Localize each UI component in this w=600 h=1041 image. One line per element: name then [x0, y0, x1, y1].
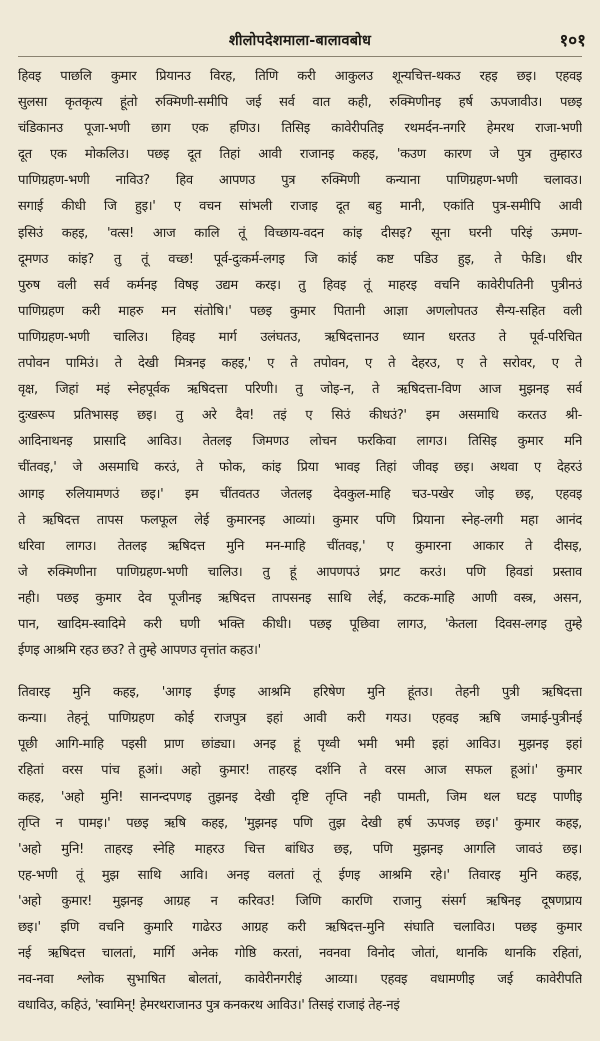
- text-line: दुःखरूप प्रतिभासइ छइ। तु अरे दैव! तइं ए सिउं कीधउं?' इम असमाधि करतउ श्री-: [18, 408, 582, 424]
- text-line: तृप्ति न पामइ।' पछइ ऋषि कहइ, 'मुझनइ पणि तुझ देखी हर्ष ऊपजइ छइ।' कुमार कहइ,: [18, 815, 582, 831]
- text-line: वृक्ष, जिहां मइं स्नेहपूर्वक ऋषिदत्ता परिणी। तु जोइ-न, ते ऋषिदत्ता-विण आज मुझनइ सर्व: [18, 382, 582, 398]
- text-line: पाणिग्रहण करी माहरु मन संतोषि।' पछइ कुमार पितानी आज्ञा अणलोपतउ सैन्य-सहित वली: [18, 303, 582, 319]
- text-line: आदिनाथनइ प्रासादि आविउ। तेतलइ जिमणउ लोचन फरकिवा लागउ। तिसिइ कुमार मनि: [18, 434, 582, 450]
- text-line: पुरुष वली सर्व कर्मनइ विषइ उद्यम करइ। तु हिवइ तूं माहरइ वचनि कावेरीपतिनी पुत्रीनउं: [18, 277, 582, 293]
- page-number: १०१: [559, 31, 586, 51]
- text-line: छइ।' इणि वचनि कुमारि गाढेरउ आग्रह करी ऋषिदत्त-मुनि संघाति चलाविउ। पछइ कुमार: [18, 920, 582, 935]
- text-line: हिवइ पाछलि कुमार प्रियानउ विरह, तिणि करी आकुलउ शून्यचित्त-थकउ रहइ छइ। एहवइ: [18, 69, 582, 84]
- text-line: इसिउं कहइ, 'वत्स! आज कालि तूं विच्छाय-वदन कांइ दीसइ? सूना घरनी परिइं ऊमण-: [18, 225, 582, 241]
- text-line: आगइ रुलियामणउं छइ।' इम चींतवतउ जेतलइ देवकुल-माहि चउ-पखेर जोइ छइ, एहवइ: [18, 486, 582, 502]
- text-line: जे रुक्मिणीना पाणिग्रहण-भणी चालिउ। तु हूं आपणपउं प्रगट करउं। पणि हिवडां प्रस्ताव: [18, 564, 582, 580]
- text-line: कन्या। तेहनूं पाणिग्रहण कोई राजपुत्र इहां आवी करी गयउ। एहवइ ऋषि जमाई-पुत्रीनई: [18, 711, 582, 727]
- text-line: धरिवा लागउ। तेतलइ ऋषिदत्त मुनि मन-माहि चींतवइ,' ए कुमारना आकार ते दीसइ,: [18, 538, 582, 554]
- text-line: तिवारइ मुनि कहइ, 'आगइ ईणइ आश्रमि हरिषेण मुनि हूंतउ। तेहनी पुत्री ऋषिदत्ता: [18, 685, 582, 701]
- text-line: पूछी आगि-माहि पइसी प्राण छांड्या। अनइ हूं पृथ्वी भमी भमी इहां आविउ। मुझनइ इहां: [18, 737, 582, 753]
- text-line: चींतवइ,' जे असमाधि करउं, ते फोक, कांइ प्रिया भावइ तिहां जीवइ छइ। अथवा ए देहरउं: [18, 460, 582, 476]
- text-line: दूत एक मोकलिउ। पछइ दूत तिहां आवी राजानइ कहइ, 'कउण कारण जे पुत्र तुम्हारउ: [18, 147, 582, 163]
- text-line: तपोवन पामिउं। ते देखी मित्रनइ कहइ,' ए ते तपोवन, ए ते देहरउ, ए ते सरोवर, ए ते: [18, 356, 582, 372]
- text-line: नई ऋषिदत्त चालतां, मार्गि अनेक गोष्ठि करतां, नवनवा विनोद जोतां, थानकि थानकि रहितां,: [18, 946, 582, 962]
- text-line: एह-भणी तूं मुझ साथि आवि। अनइ वलतां तूं ईणइ आश्रमि रहे।' तिवारइ मुनि कहइ,: [18, 867, 582, 883]
- text-line: ईणइ आश्रमि रहउ छउ? ते तुम्हे आपणउ वृत्तांत कहउ।': [18, 643, 261, 659]
- text-line: पाणिग्रहण-भणी नाविउ? हिव आपणउ पुत्र रुक्मिणी कन्याना पाणिग्रहण-भणी चलावउ।: [18, 173, 582, 189]
- paragraph: [18, 64, 582, 664]
- text-line: कहइ, 'अहो मुनि! सानन्दपणइ तुझनइ देखी दृष्टि तृप्ति नही पामती, जिम थल घटइ पाणीइ: [18, 789, 582, 805]
- running-header-title: शीलोपदेशमाला-बालावबोध: [228, 33, 372, 49]
- text-line: नही। पछइ कुमार देव पूजीनइ ऋषिदत्त तापसनइ साथि लेई, कटक-माहि आणी वस्त्र, असन,: [18, 590, 582, 606]
- text-line: पान, खादिम-स्वादिमे करी घणी भक्ति कीधी। पछइ पूछिवा लागउ, 'केतला दिवस-लगइ तुम्हे: [18, 616, 582, 632]
- text-line: ते ऋषिदत्त तापस फलफूल लेई कुमारनइ आव्यां। कुमार पणि प्रियाना स्नेह-लगी महा आनंद: [18, 512, 582, 528]
- text-line: 'अहो मुनि! ताहरइ स्नेहि माहरउ चित्त बांधिउ छइ, पणि मुझनइ आगलि जावउं छइ।: [18, 841, 582, 857]
- paragraph: [18, 680, 582, 1019]
- text-line: नव-नवा श्लोक सुभाषित बोलतां, कावेरीनगरीइं आव्या। एहवइ वधामणीइ जई कावेरीपति: [18, 972, 582, 988]
- text-line: दूमणउ कांइ? तु तूं वच्छ! पूर्व-दुःकर्म-लगइ जि कांई कष्ट पडिउ हुइ, ते फेडि। धीर: [18, 251, 582, 267]
- body-text: [18, 64, 582, 1019]
- text-line: वधाविउ, कहिउं, 'स्वामिन्! हेमरथराजानउ पुत्र कनकरथ आविउ।' तिसइं राजाइं तेह-नइं: [18, 998, 400, 1014]
- text-line: रहितां वरस पांच हूआं। अहो कुमार! ताहरइ दर्शनि ते वरस आज सफल हूआं।' कुमार: [18, 763, 582, 779]
- text-line: 'अहो कुमार! मुझनइ आग्रह न करिवउ! जिणि कारणि राजानु संसर्ग ऋषिनइ दूषणप्राय: [18, 893, 582, 909]
- text-line: सुलसा कृतकृत्य हूंतो रुक्मिणी-समीपि जई सर्व वात कही, रुक्मिणीनइ हर्ष ऊपजावीउ। पछइ: [18, 95, 582, 111]
- header-rule: [18, 56, 582, 57]
- text-line: पाणिग्रहण-भणी चालिउ। हिवइ मार्ग उलंघतउ, ऋषिदत्तानउ ध्यान धरतउ ते पूर्व-परिचित: [18, 329, 582, 345]
- text-line: चंडिकानउ पूजा-भणी छाग एक हणिउ। तिसिइ कावेरीपतिइ रथमर्दन-नगरि हेमरथ राजा-भणी: [18, 121, 582, 137]
- text-line: सगाई कीधी जि हुइ।' ए वचन सांभली राजाइ दूत बहु मानी, एकांति पुत्र-समीपि आवी: [18, 199, 582, 215]
